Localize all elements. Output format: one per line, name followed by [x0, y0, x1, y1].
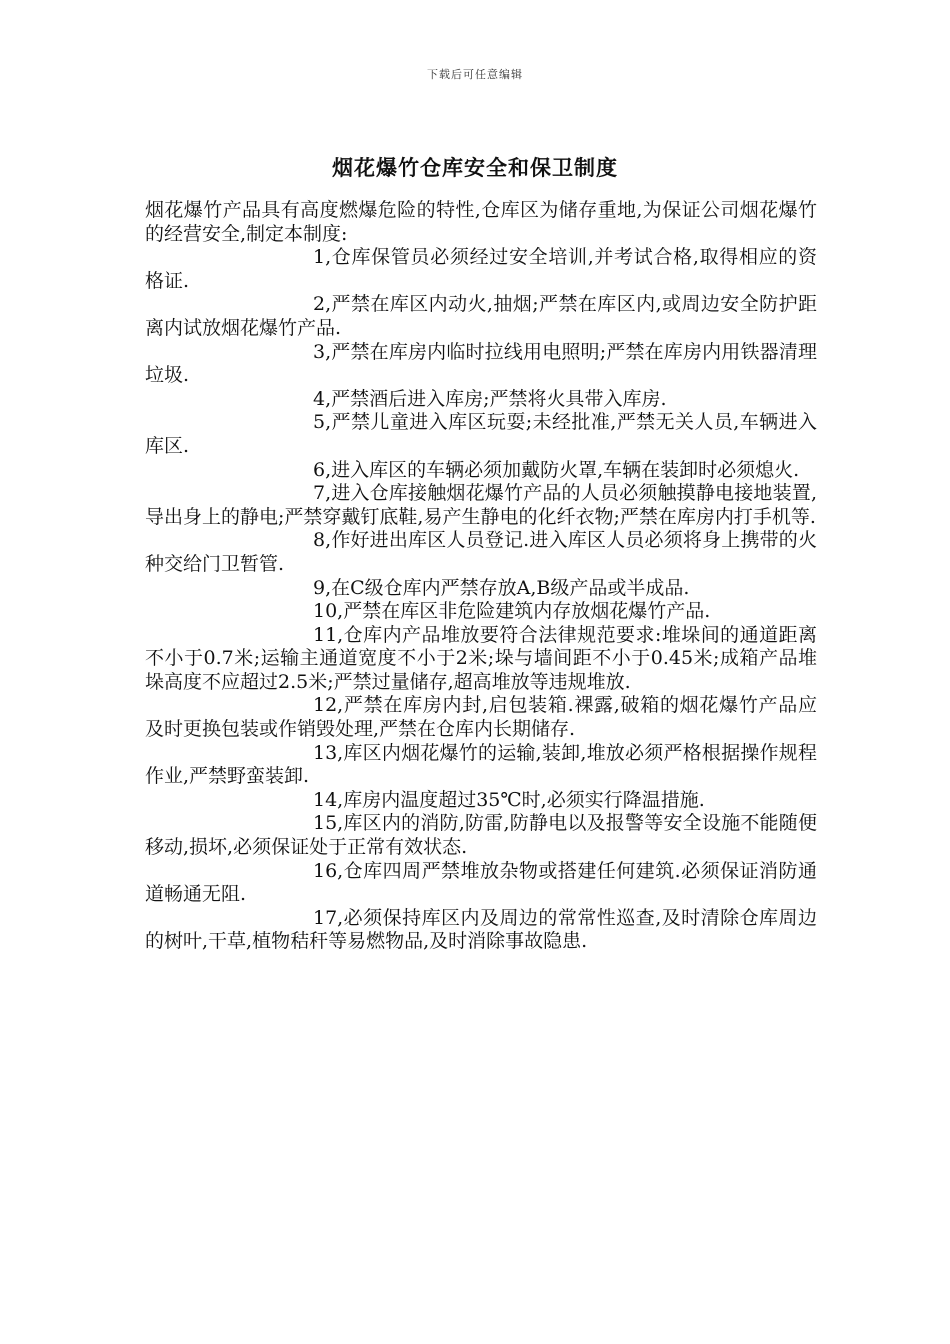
- rule-item-11: 11,仓库内产品堆放要符合法律规范要求:堆垛间的通道距离不小于0.7米;运输主通道宽度不小于2米;垛与墙间距不小于0.45米;成箱产品堆垛高度不应超过2.5米;严禁过量储存,超高堆放等违规堆放.: [145, 623, 817, 693]
- rule-item-3: 3,严禁在库房内临时拉线用电照明;严禁在库房内用铁器清理垃圾.: [145, 340, 817, 387]
- rule-item-9: 9,在C级仓库内严禁存放A,B级产品或半成品.: [313, 576, 690, 599]
- rule-item-7: 7,进入仓库接触烟花爆竹产品的人员必须触摸静电接地装置,导出身上的静电;严禁穿戴钉底鞋,易产生静电的化纤衣物;严禁在库房内打手机等.: [145, 482, 817, 528]
- rule-item-5: 5,严禁儿童进入库区玩耍;未经批准,严禁无关人员,车辆进入库区.: [145, 411, 817, 457]
- rule-item-1: 1,仓库保管员必须经过安全培训,并考试合格,取得相应的资格证.: [145, 246, 817, 292]
- document-title: 烟花爆竹仓库安全和保卫制度: [332, 156, 618, 180]
- rule-item-12: 12,严禁在库房内封,启包装箱.裸露,破箱的烟花爆竹产品应及时更换包装或作销毁处理,严禁在仓库内长期储存.: [145, 694, 817, 741]
- header-note: 下载后可任意编辑: [427, 68, 523, 81]
- rule-item-4: 4,严禁酒后进入库房;严禁将火具带入库房.: [313, 387, 667, 410]
- intro-paragraph: 烟花爆竹产品具有高度燃爆危险的特性,仓库区为储存重地,为保证公司烟花爆竹的经营安全,制定本制度:: [145, 199, 817, 245]
- rule-item-17: 17,必须保持库区内及周边的常常性巡查,及时清除仓库周边的树叶,干草,植物秸秆等易燃物品,及时消除事故隐患.: [145, 906, 817, 953]
- rule-item-8: 8,作好进出库区人员登记.进入库区人员必须将身上携带的火种交给门卫暂管.: [145, 529, 817, 575]
- rule-item-10: 10,严禁在库区非危险建筑内存放烟花爆竹产品.: [313, 600, 711, 623]
- rule-item-13: 13,库区内烟花爆竹的运输,装卸,堆放必须严格根据操作规程作业,严禁野蛮装卸.: [145, 741, 817, 788]
- rule-item-14: 14,库房内温度超过35℃时,必须实行降温措施.: [313, 788, 705, 811]
- rule-item-15: 15,库区内的消防,防雷,防静电以及报警等安全设施不能随便移动,损坏,必须保证处于正常有效状态.: [145, 812, 817, 859]
- rule-item-6: 6,进入库区的车辆必须加戴防火罩,车辆在装卸时必须熄火.: [313, 458, 800, 481]
- rule-item-16: 16,仓库四周严禁堆放杂物或搭建任何建筑.必须保证消防通道畅通无阻.: [145, 859, 817, 906]
- document-body: [145, 199, 817, 954]
- rule-item-2: 2,严禁在库区内动火,抽烟;严禁在库区内,或周边安全防护距离内试放烟花爆竹产品.: [145, 293, 817, 339]
